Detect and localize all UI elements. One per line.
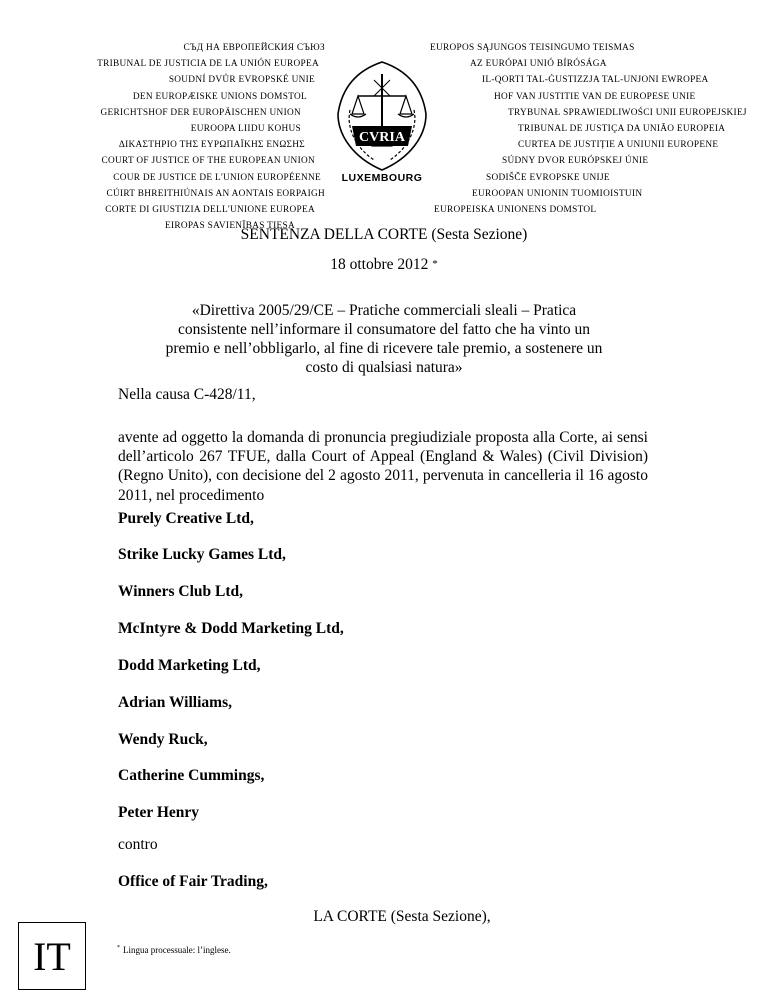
- court-name-el: ΔΙΚΑΣΤΗΡΙΟ ΤΗΣ ΕΥΡΩΠΑΪΚΗΣ ΕΝΩΣΗΣ: [118, 140, 305, 151]
- court-name-sv: EUROPEISKA UNIONENS DOMSTOL: [434, 205, 597, 216]
- court-name-et: EUROOPA LIIDU KOHUS: [190, 124, 301, 135]
- respondent-name: Office of Fair Trading,: [118, 873, 268, 890]
- party-name: Wendy Ruck,: [118, 731, 208, 748]
- language-code-box: IT: [18, 922, 86, 990]
- party-name: Winners Club Ltd,: [118, 583, 244, 600]
- judgment-subject: «Direttiva 2005/29/CE – Pratiche commerciali sleali – Pratica consistente nell’informare il consumatore del fatto che ha vinto un premio e nell’obbligarlo, al fine di ricevere tale premio, a sostenere un costo di qualsiasi natura»: [165, 302, 603, 376]
- judgment-date: 18 ottobre 2012: [330, 256, 429, 273]
- emblem-text: CVRIA: [359, 130, 405, 145]
- court-name-da: DEN EUROPÆISKE UNIONS DOMSTOL: [132, 91, 307, 102]
- emblem-city: LUXEMBOURG: [341, 172, 423, 184]
- letterhead: [0, 40, 768, 232]
- court-name-en: COURT OF JUSTICE OF THE EUROPEAN UNION: [101, 156, 315, 167]
- court-heading: LA CORTE (Sesta Sezione),: [313, 908, 491, 925]
- court-name-bg: СЪД НА ЕВРОПЕЙСКИЯ СЪЮЗ: [183, 43, 325, 53]
- court-name-sl: SODIŠČE EVROPSKE UNIJE: [486, 172, 610, 183]
- court-name-es: TRIBUNAL DE JUSTICIA DE LA UNIÓN EUROPEA: [97, 59, 319, 70]
- court-name-pl: TRYBUNAŁ SPRAWIEDLIWOŚCI UNII EUROPEJSKIEJ: [508, 107, 747, 118]
- court-name-ga: CÚIRT BHREITHIÚNAIS AN AONTAIS EORPAIGH: [106, 188, 325, 199]
- case-number: Nella causa C-428/11,: [118, 386, 256, 403]
- court-name-it: CORTE DI GIUSTIZIA DELL'UNIONE EUROPEA: [105, 205, 315, 216]
- court-name-ro: CURTEA DE JUSTIȚIE A UNIUNII EUROPENE: [518, 140, 719, 151]
- judgment-date-line: [0, 256, 768, 274]
- footnote: [117, 945, 231, 955]
- party-name: McIntyre & Dodd Marketing Ltd,: [118, 620, 344, 637]
- footnote-text: Lingua processuale: l’inglese.: [123, 945, 231, 955]
- court-name-fi: EUROOPAN UNIONIN TUOMIOISTUIN: [472, 188, 643, 199]
- party-name: Peter Henry: [118, 804, 200, 821]
- party-name: Adrian Williams,: [118, 694, 232, 711]
- court-name-lt: EUROPOS SĄJUNGOS TEISINGUMO TEISMAS: [430, 43, 635, 53]
- letterhead-right-names: [430, 40, 747, 218]
- party-name: Purely Creative Ltd,: [118, 510, 254, 527]
- court-name-sk: SÚDNY DVOR EURÓPSKEJ ÚNIE: [502, 156, 649, 167]
- party-name: Strike Lucky Games Ltd,: [118, 546, 286, 563]
- court-name-fr: COUR DE JUSTICE DE L'UNION EUROPÉENNE: [113, 172, 321, 183]
- party-name: Catherine Cummings,: [118, 767, 265, 784]
- case-intro-paragraph: avente ad oggetto la domanda di pronuncia pregiudiziale proposta alla Corte, ai sensi dell’articolo 267 TFUE, dalla Court of Appeal (England & Wales) (Civil Division) (Regno Unito), con decisione del 2 agosto 2011, pervenuta in cancelleria il 16 agosto 2011, nel procedimento: [118, 429, 648, 504]
- court-name-lv: EIROPAS SAVIENĪBAS TIESA: [165, 221, 295, 232]
- court-name-mt: IL-QORTI TAL-ĠUSTIZZJA TAL-UNJONI EWROPEA: [482, 75, 709, 86]
- party-name: Dodd Marketing Ltd,: [118, 657, 261, 674]
- court-name-nl: HOF VAN JUSTITIE VAN DE EUROPESE UNIE: [494, 91, 696, 102]
- footnote-marker: *: [117, 945, 120, 951]
- court-name-de: GERICHTSHOF DER EUROPÄISCHEN UNION: [100, 107, 301, 118]
- court-name-pt: TRIBUNAL DE JUSTIÇA DA UNIÃO EUROPEIA: [518, 124, 726, 135]
- letterhead-left-names: [97, 40, 325, 234]
- footnote-reference: *: [432, 258, 438, 270]
- court-name-cs: SOUDNÍ DVŮR EVROPSKÉ UNIE: [168, 75, 315, 86]
- judgment-title: SENTENZA DELLA CORTE (Sesta Sezione): [240, 226, 528, 243]
- versus-label: contro: [118, 836, 158, 853]
- court-name-hu: AZ EURÓPAI UNIÓ BÍRÓSÁGA: [470, 59, 607, 70]
